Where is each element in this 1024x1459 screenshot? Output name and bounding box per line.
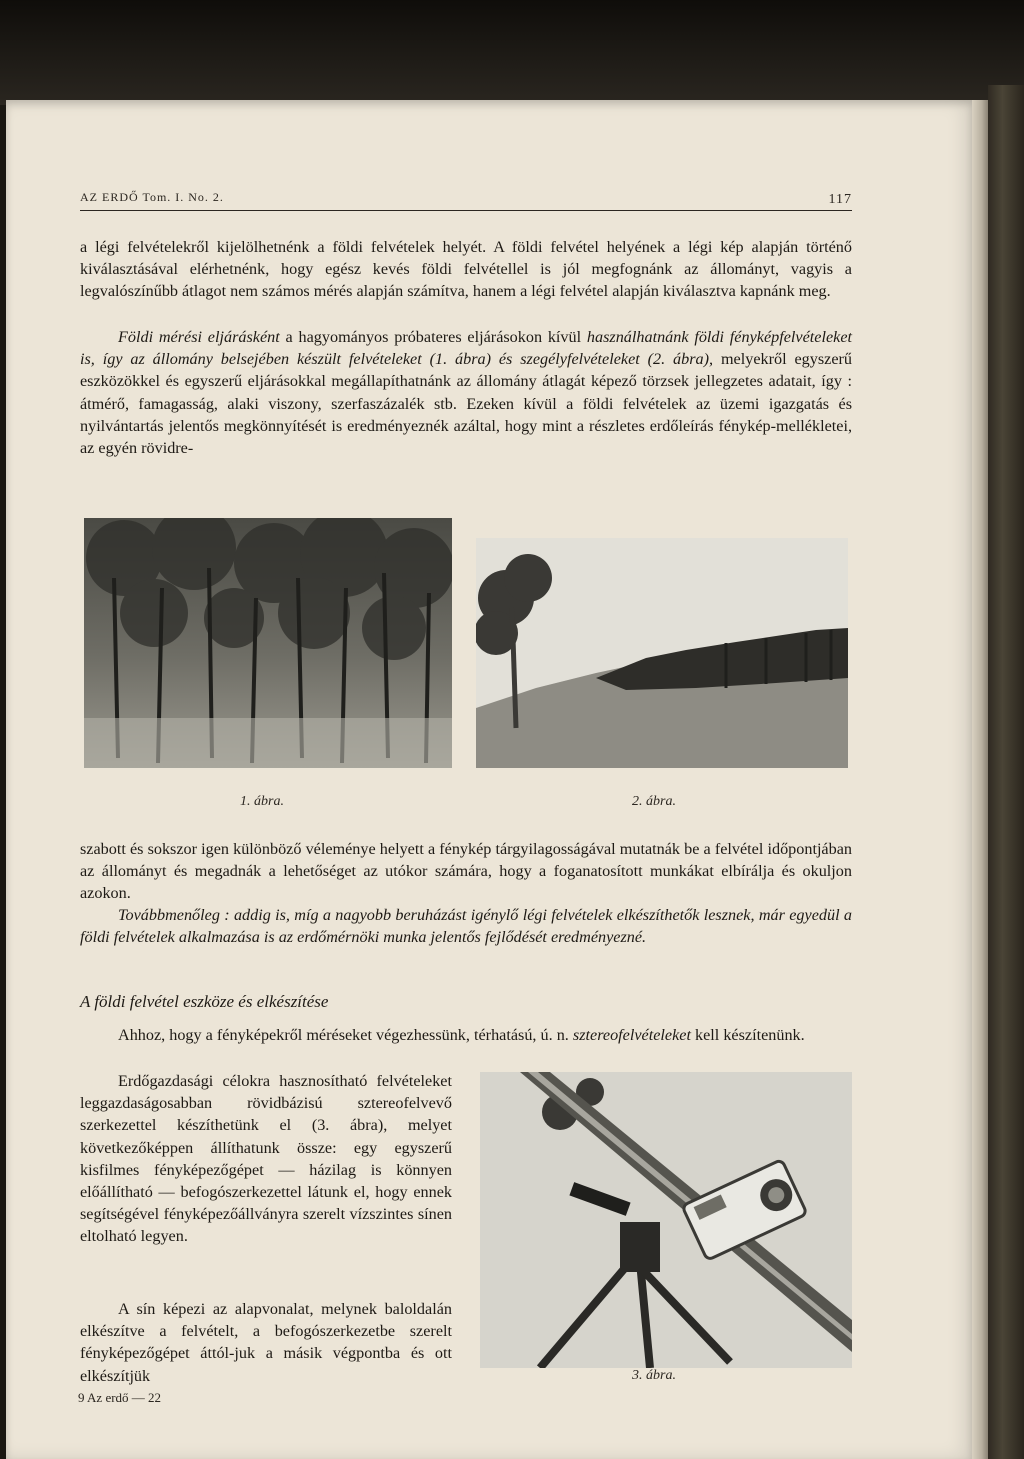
figure-1-forest-photo — [84, 518, 452, 768]
paragraph-3: szabott és sokszor igen különböző véleménye helyett a fénykép tárgyilagosságával mutatnák be a felvétel időpontjában az állományt és megadnák a lehetőséget az utókor számára, hogy a foganatosított munkákat elbírálja és okuljon azokon. — [80, 840, 852, 903]
figure-2-forest-edge-photo — [476, 538, 848, 768]
section-heading: A földi felvétel eszköze és elkészítése — [80, 992, 329, 1011]
forest-interior-image — [84, 518, 452, 768]
forest-edge-image — [476, 538, 848, 768]
page-number: 117 — [828, 192, 852, 207]
running-header — [80, 190, 852, 210]
stereo-camera-image — [480, 1072, 852, 1368]
journal-title: AZ ERDŐ Tom. I. No. 2. — [80, 190, 224, 204]
printer-signature: 9 Az erdő — 22 — [78, 1390, 162, 1405]
scan-background-top — [0, 0, 1024, 105]
figure-1-caption: 1. ábra. — [240, 794, 284, 809]
page-edge — [972, 100, 988, 1459]
paragraph-5: Ahhoz, hogy a fényképekről méréseket végezhessünk, térhatású, ú. n. sztereofelvételeket kell készítenünk. — [118, 1026, 805, 1044]
paragraph-6: Erdőgazdasági célokra hasznosítható felvételeket leggazdaságosabban rövidbázisú sztereofelvevő szerkezettel készíthetünk el (3. ábra), melyet következőképpen állíthatunk össze: egy egyszerű kisfilmes fényképezőgépet — házilag is könnyen előállítható — befogószerkezettel látunk el, hogy ennek segítségével fényképezőállványra szerelt vízszintes sínen eltolható legyen. — [80, 1072, 452, 1246]
paragraph-4: Továbbmenőleg : addig is, míg a nagyobb beruházást igénylő légi felvételek elkészíthetők lesznek, már egyedül a földi felvételek alkalmazása is az erdőmérnöki munka jelentős fejlődését eredményezné. — [80, 906, 852, 947]
header-rule — [80, 210, 852, 211]
figure-2-caption: 2. ábra. — [632, 794, 676, 809]
paragraph-2: Földi mérési eljárásként a hagyományos próbateres eljárásokon kívül használhatnánk földi fényképfelvételeket is, így az állomány belsejében készült felvételeket (1. ábra) és szegélyfelvételeket (2. ábra), melyekről egyszerű eszközökkel és egyszerű eljárásokkal megállapíthatnánk az állomány átlagát képező törzsek jellegzetes adatait, így : átmérő, famagasság, alaki viszony, szerfaszázalék stb. Ezeken kívül a földi felvételek az üzemi igazgatás és nyilvántartás jelentős megkönnyítését is eredményeznék azáltal, hogy mint a részletes erdőleírás fénykép-mellékletei, az egyén rövidre- — [80, 328, 853, 458]
book-binding — [988, 85, 1024, 1459]
figure-3-caption: 3. ábra. — [632, 1368, 676, 1383]
figure-3-stereo-camera-photo — [480, 1072, 852, 1368]
paragraph-1: a légi felvételekről kijelölhetnénk a földi felvételek helyét. A földi felvétel helyének a légi kép alapján történő kiválasztásával elérhetnénk, hogy egész kevés földi felvétellel is jól megfognánk az állományt, vagyis a legvalószínűbb átlagot nem számos mérés alapján számítva, hanem a légi felvétel alapján kiválasztva kapnánk meg. — [80, 238, 852, 301]
paragraph-7: A sín képezi az alapvonalat, melynek baloldalán elkészítve a felvételt, a befogószerkezetbe szerelt fényképezőgépet áttól-juk a másik végpontba és ott elkészítjük — [80, 1300, 452, 1385]
